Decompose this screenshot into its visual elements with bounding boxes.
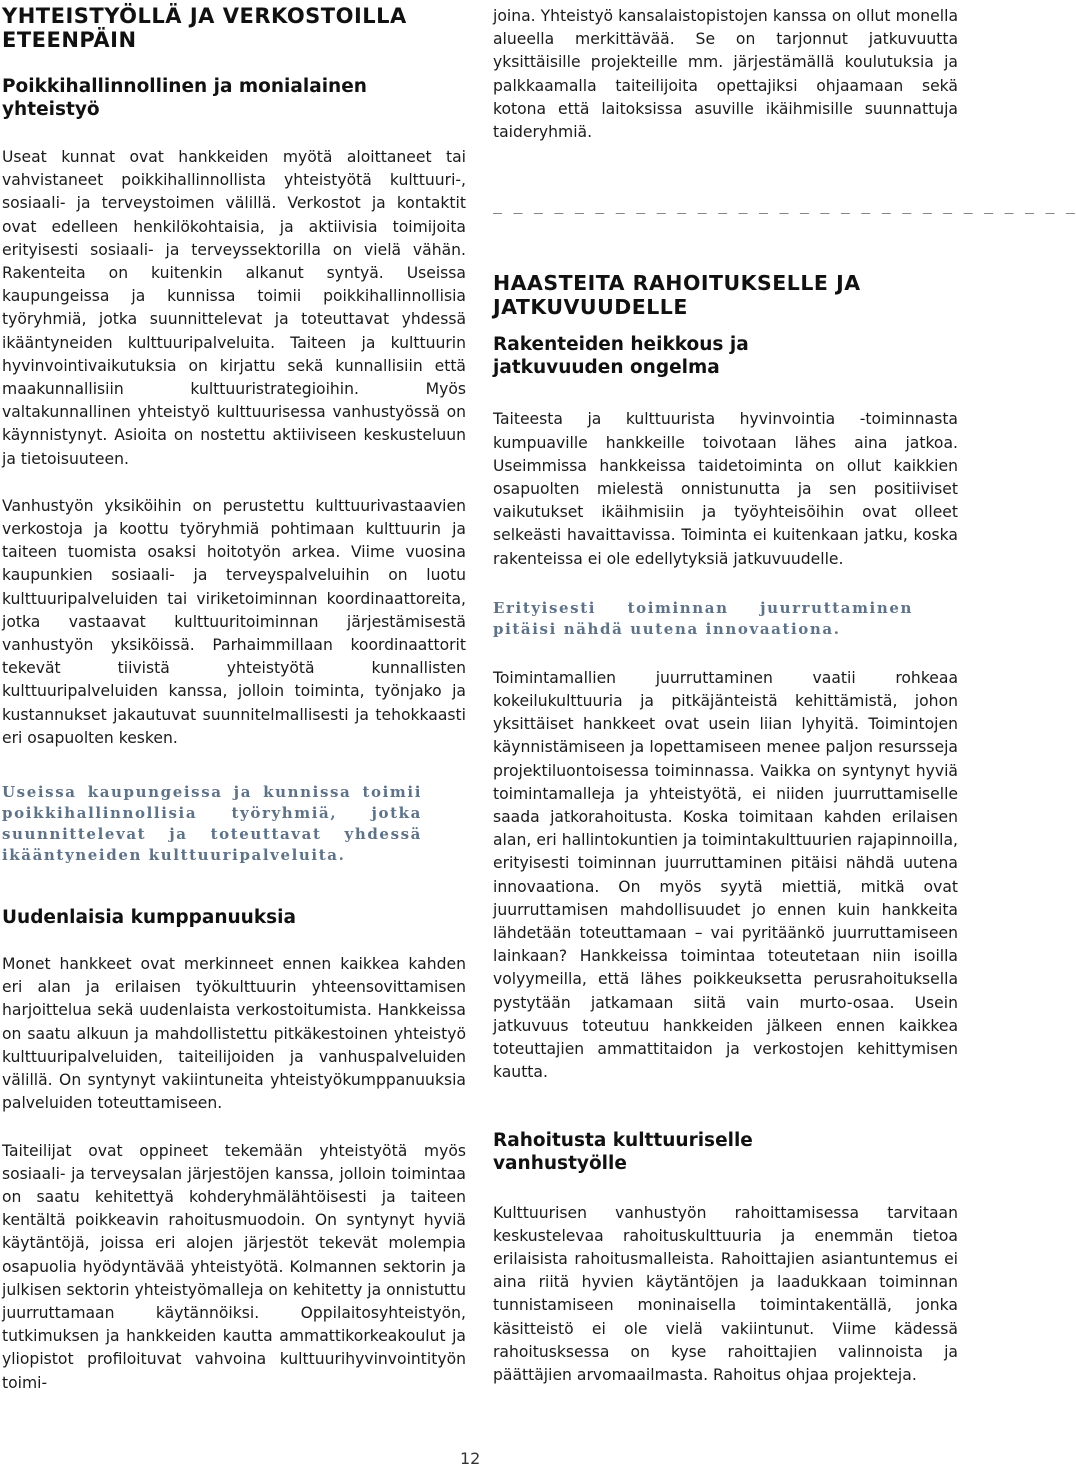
section-heading-structures: Rakenteiden heikkous ja jatkuvuuden ongelma	[493, 334, 749, 379]
paragraph-funding: Kulttuurisen vanhustyön rahoittamisessa tarvitaan keskustelevaa rahoituskulttuuria ja enemmän tietoa erilaisista rahoitusmalleista. Rahoittajien asiantuntemus ei aina riitä hyvien käytäntöjen ja laadukkaan toiminnan tunnistamiseen moninaisella toimintakentällä, jonka käsitteistö ei ole vielä vakiintunut. Viime kädessä rahoitusksessa on kyse rahoittajien valinnoista ja päättäjien arvomaailmasta. Rahoitus ohjaa projekteja.	[493, 1203, 958, 1384]
paragraph-continued: joina. Yhteistyö kansalaistopistojen kanssa on ollut monella alueella merkittävää. Se on tarjonnut jatkuvuutta yksittäisille projekteille mm. järjestämällä koulutuksia ja palkkaamalla taiteilijoita opettajiksi ohjaamaan sekä kotona että laitoksissa asuville ikäihmisille suunnattuja taideryhmiä.	[493, 7, 958, 142]
pullquote-innovation: Erityisesti toiminnan juurruttaminen pitäisi nähdä uutena innovaationa.	[493, 598, 913, 638]
page-title: YHTEISTYÖLLÄ JA VERKOSTOILLA ETEENPÄIN	[2, 4, 407, 52]
paragraph-continuity: Taiteesta ja kulttuurista hyvinvointia -toiminnasta kumpuaville hankkeille toivotaan lähes aina jatkoa. Useimmissa hankkeissa taidetoiminta on ollut kaikkien osapuolten mielestä onnistunutta ja sen positiiviset vaikutukset ikäihmisiin ja työyhteisöihin ovat olleet selkeästi havaittavissa. Toiminta ei kuitenkaan jatku, koska rakenteissa ei ole edellytyksiä jatkuvuudelle.	[493, 410, 958, 568]
section-heading-cross-sector: Poikkihallinnollinen ja monialainen yhteistyö	[2, 76, 367, 120]
pullquote-working-groups: Useissa kaupungeissa ja kunnissa toimii poikkihallinnollisia työryhmiä, jotka suunnittelevat ja toteuttavat yhdessä ikääntyneiden kulttuuripalveluita.	[2, 783, 422, 865]
left-column	[2, 0, 466, 1395]
paragraph-artists-cooperation: Taiteilijat ovat oppineet tekemään yhteistyötä myös sosiaali- ja terveysalan järjestöjen kanssa, jolloin toimintaa on saatu kehitettyä kohderyhmälähtöisesti ja taiteen kentältä poikkeavin rahoitusmuodoin. On syntynyt hyviä käytäntöjä, joissa eri alojen järjestöt tekevät molempia osapuolia hyödyntävää yhteistyötä. Kolmannen sektorin ja julkisen sektorin yhteistyömalleja on kehitetty ja onnistuttu juurruttamaan käytännöiksi. Oppilaitosyhteistyön, tutkimuksen ja hankkeiden kautta ammattikorkeakoulut ja yliopistot profiloituvat vahvoina kulttuurihyvinvointityön toimi-	[2, 1141, 466, 1392]
page-number: 12	[460, 1449, 481, 1468]
section-heading-funding: Rahoitusta kulttuuriselle vanhustyölle	[493, 1129, 753, 1174]
paragraph-cross-sector: Useat kunnat ovat hankkeiden myötä aloittaneet tai vahvistaneet poikkihallinnollista yhteistyötä kulttuuri-, sosiaali- ja terveystoimen välillä. Verkostot ja kontaktit ovat edelleen henkilökohtaisia, ja aktiivisia toimijoita erityisesti sosiaali- ja terveyssektorilla on vielä vähän. Rakenteita on kuitenkin alkanut syntyä. Useissa kaupungeissa ja kunnissa toimii poikkihallinnollisia työryhmiä, jotka suunnittelevat ja toteuttavat yhdessä ikääntyneiden kulttuuripalveluita. Taiteen ja kulttuurin hyvinvointivaikutuksia on kirjattu sekä kunnallisiin että maakunnallisiin kulttuuristrategioihin. Myös valtakunnallinen yhteistyö kulttuurisessa vanhustyössä on käynnistynyt. Asioita on nostettu aktiiviseen keskusteluun ja tietoisuuteen.	[2, 148, 466, 468]
paragraph-partnerships: Monet hankkeet ovat merkinneet ennen kaikkea kahden eri alan ja erilaisen työkulttuurin yhteensovittamisen harjoittelua sekä uudenlaista verkostoitumista. Hankkeissa on saatu alkuun ja mahdollistettu pitkäkestoinen yhteistyö kulttuuripalveluiden, taiteilijoiden ja vanhuspalveluiden välillä. On syntynyt vakiintuneita yhteistyökumppanuuksia palveluiden toteuttamiseen.	[2, 955, 466, 1113]
paragraph-rooting-models: Toimintamallien juurruttaminen vaatii rohkeaa kokeilukulttuuria ja pitkäjänteistä kehittämistä, johon yksittäiset hankkeet ovat usein liian lyhyitä. Toimintojen käynnistämiseen ja lopettamiseen menee paljon resursseja projektiluontoisessa toiminnassa. Vaikka on syntynyt hyviä toimintamalleja ja yhteistyötä, ei niiden juurruttamiselle saada jatkorahoitusta. Koska toimitaan kahden erilaisen alan, eri hallintokuntien ja toimintakulttuurien rajapinnoilla, erityisesti toiminnan juurruttaminen pitäisi nähdä uutena innovaationa. On myös syytä miettiä, mitkä ovat juurruttamisen mahdollisuudet jo ennen kuin hankkeita lähdetään toteuttamaan – vai pyritäänkö juurruttamiseen lainkaan? Hankkeissa toimintaa toteutetaan niin isoilla volyymeilla, että lähes poikkeuksetta perusrahoituksella pystytään jatkamaan siitä vain murto-osaa. Usein jatkuvuus toteutuu hankkeiden jälkeen ennen kaikkea toteuttajien ammattitaidon ja verkostojen kehittymisen kautta.	[493, 668, 958, 1082]
section-title-funding: HAASTEITA RAHOITUKSELLE JA JATKUVUUDELLE	[493, 271, 861, 320]
paragraph-elderly-care-networks: Vanhustyön yksiköihin on perustettu kulttuurivastaavien verkostoja ja koottu työryhmiä pohtimaan kulttuurin ja taiteen tuomista osaksi hoitotyön arkea. Viime vuosina kaupunkien sosiaali- ja terveyspalveluihin on luotu kulttuuripalveluiden tai viriketoiminnan koordinaattoreita, jotka vastaavat kulttuuritoiminnan järjestämisestä vanhustyön yksiköissä. Parhaimmillaan koordinaattorit tekevät tiivistä yhteistyötä kunnallisten kulttuuripalveluiden kanssa, jolloin toiminta, työnjako ja kustannukset jakautuvat suunnitelmallisesti ja tehokkaasti eri osapuolten kesken.	[2, 496, 466, 747]
right-column	[493, 0, 1076, 1387]
section-heading-partnerships: Uudenlaisia kumppanuuksia	[2, 907, 296, 929]
section-divider: _ _ _ _ _ _ _ _ _ _ _ _ _ _ _ _ _ _ _ _ _ _ _ _ _ _ _ _ _	[493, 196, 1076, 215]
